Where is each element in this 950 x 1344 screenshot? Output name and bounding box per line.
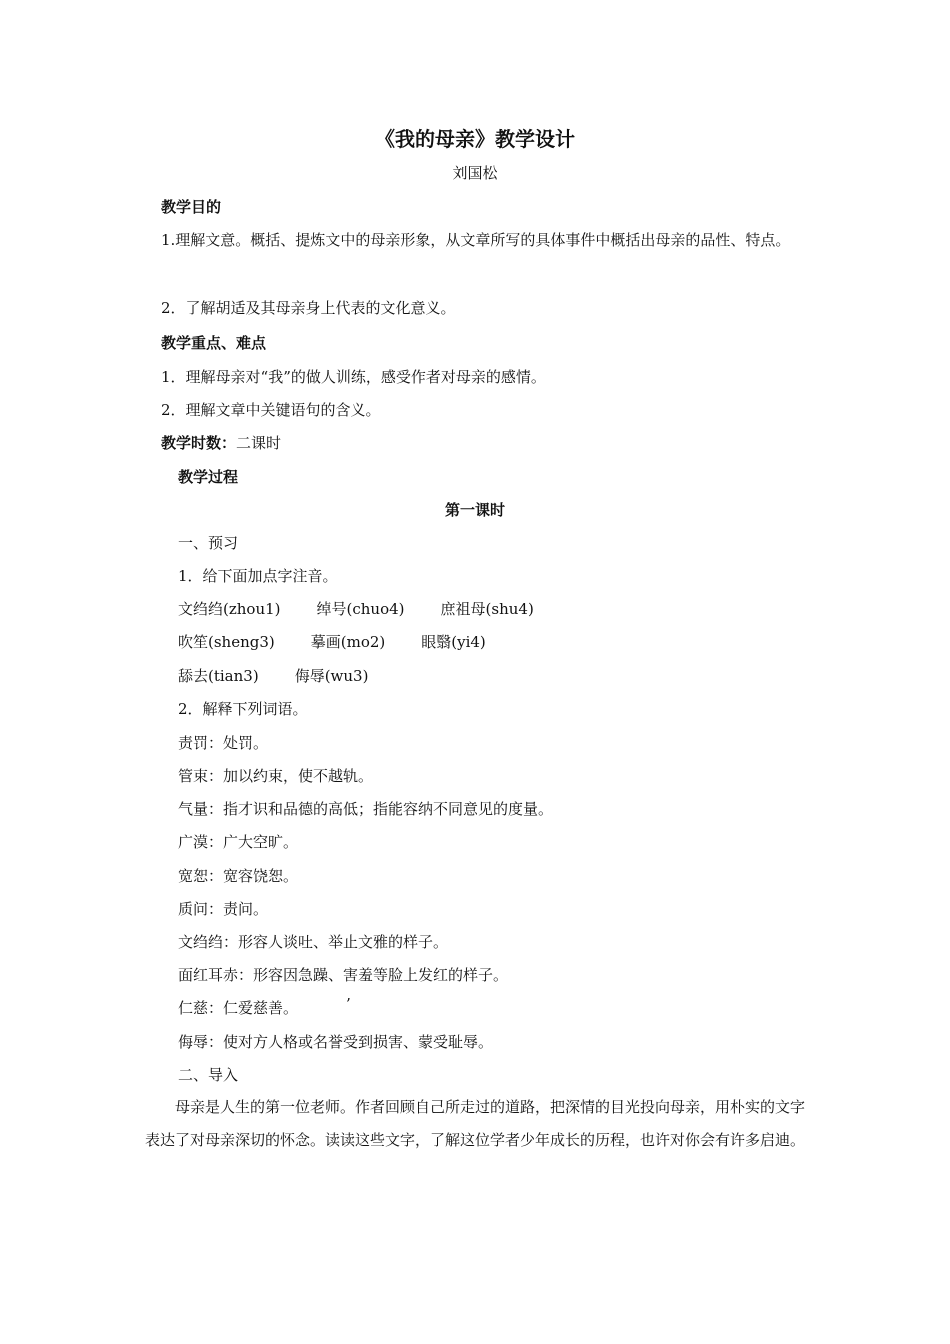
lesson-1-heading: 第一课时 — [444, 501, 505, 519]
definition-item: 侮辱：使对方人格或名誉受到损害、蒙受耻辱。 — [178, 1033, 494, 1051]
definition-item: 质问：责问。 — [178, 900, 269, 918]
pinyin-item: 摹画(mo2) — [310, 633, 386, 651]
stray-mark: ’ — [346, 995, 351, 1013]
pinyin-item: 吹笙(sheng3) — [178, 633, 275, 651]
key-point-1: 1．理解母亲对“我”的做人训练，感受作者对母亲的感情。 — [161, 368, 546, 386]
teaching-hours-label: 教学时数： — [161, 434, 237, 452]
pinyin-item: 舔去(tian3) — [178, 667, 259, 685]
definition-item: 管束：加以约束，使不越轨。 — [178, 767, 374, 785]
pinyin-row — [178, 666, 368, 686]
section-2-heading: 二、导入 — [178, 1066, 239, 1084]
section-1-heading: 一、预习 — [178, 534, 239, 552]
definition-item: 仁慈：仁爱慈善。 — [178, 999, 299, 1017]
definition-item: 面红耳赤：形容因急躁、害羞等脸上发红的样子。 — [178, 966, 509, 984]
pinyin-item: 绰号(chuo4) — [316, 600, 405, 618]
pinyin-item: 侮辱(wu3) — [294, 667, 369, 685]
pinyin-item: 庶祖母(shu4) — [440, 600, 534, 618]
definition-item: 广漠：广大空旷。 — [178, 833, 299, 851]
teaching-hours-value: 二课时 — [236, 434, 282, 452]
goals-heading: 教学目的 — [161, 198, 222, 216]
pinyin-item: 眼翳(yi4) — [421, 633, 486, 651]
task-2: 2．解释下列词语。 — [178, 700, 308, 718]
pinyin-row — [178, 599, 534, 619]
author-name: 刘国松 — [452, 164, 498, 182]
task-1: 1．给下面加点字注音。 — [178, 567, 338, 585]
goal-item-1-text: 1.理解文意。概括、提炼文中的母亲形象，从文章所写的具体事件中概括出母亲的品性、特点。 — [161, 231, 791, 249]
teaching-hours — [161, 433, 281, 453]
definition-item: 宽恕：宽容饶恕。 — [178, 867, 299, 885]
definition-item: 责罚：处罚。 — [178, 734, 269, 752]
goal-item-1 — [145, 224, 813, 257]
intro-paragraph: 母亲是人生的第一位老师。作者回顾自己所走过的道路，把深情的目光投向母亲，用朴实的文字表达了对母亲深切的怀念。读读这些文字，了解这位学者少年成长的历程，也许对你会有许多启迪。 — [145, 1098, 806, 1149]
document-title: 《我的母亲》教学设计 — [375, 127, 575, 151]
key-point-2: 2．理解文章中关键语句的含义。 — [161, 401, 381, 419]
goal-item-2: 2．了解胡适及其母亲身上代表的文化意义。 — [161, 299, 456, 317]
definition-item: 文绉绉：形容人谈吐、举止文雅的样子。 — [178, 933, 449, 951]
pinyin-item: 文绉绉(zhou1) — [178, 600, 281, 618]
key-points-heading: 教学重点、难点 — [161, 334, 267, 352]
process-heading: 教学过程 — [178, 468, 239, 486]
pinyin-row — [178, 632, 486, 652]
definition-item: 气量：指才识和品德的高低；指能容纳不同意见的度量。 — [178, 800, 554, 818]
